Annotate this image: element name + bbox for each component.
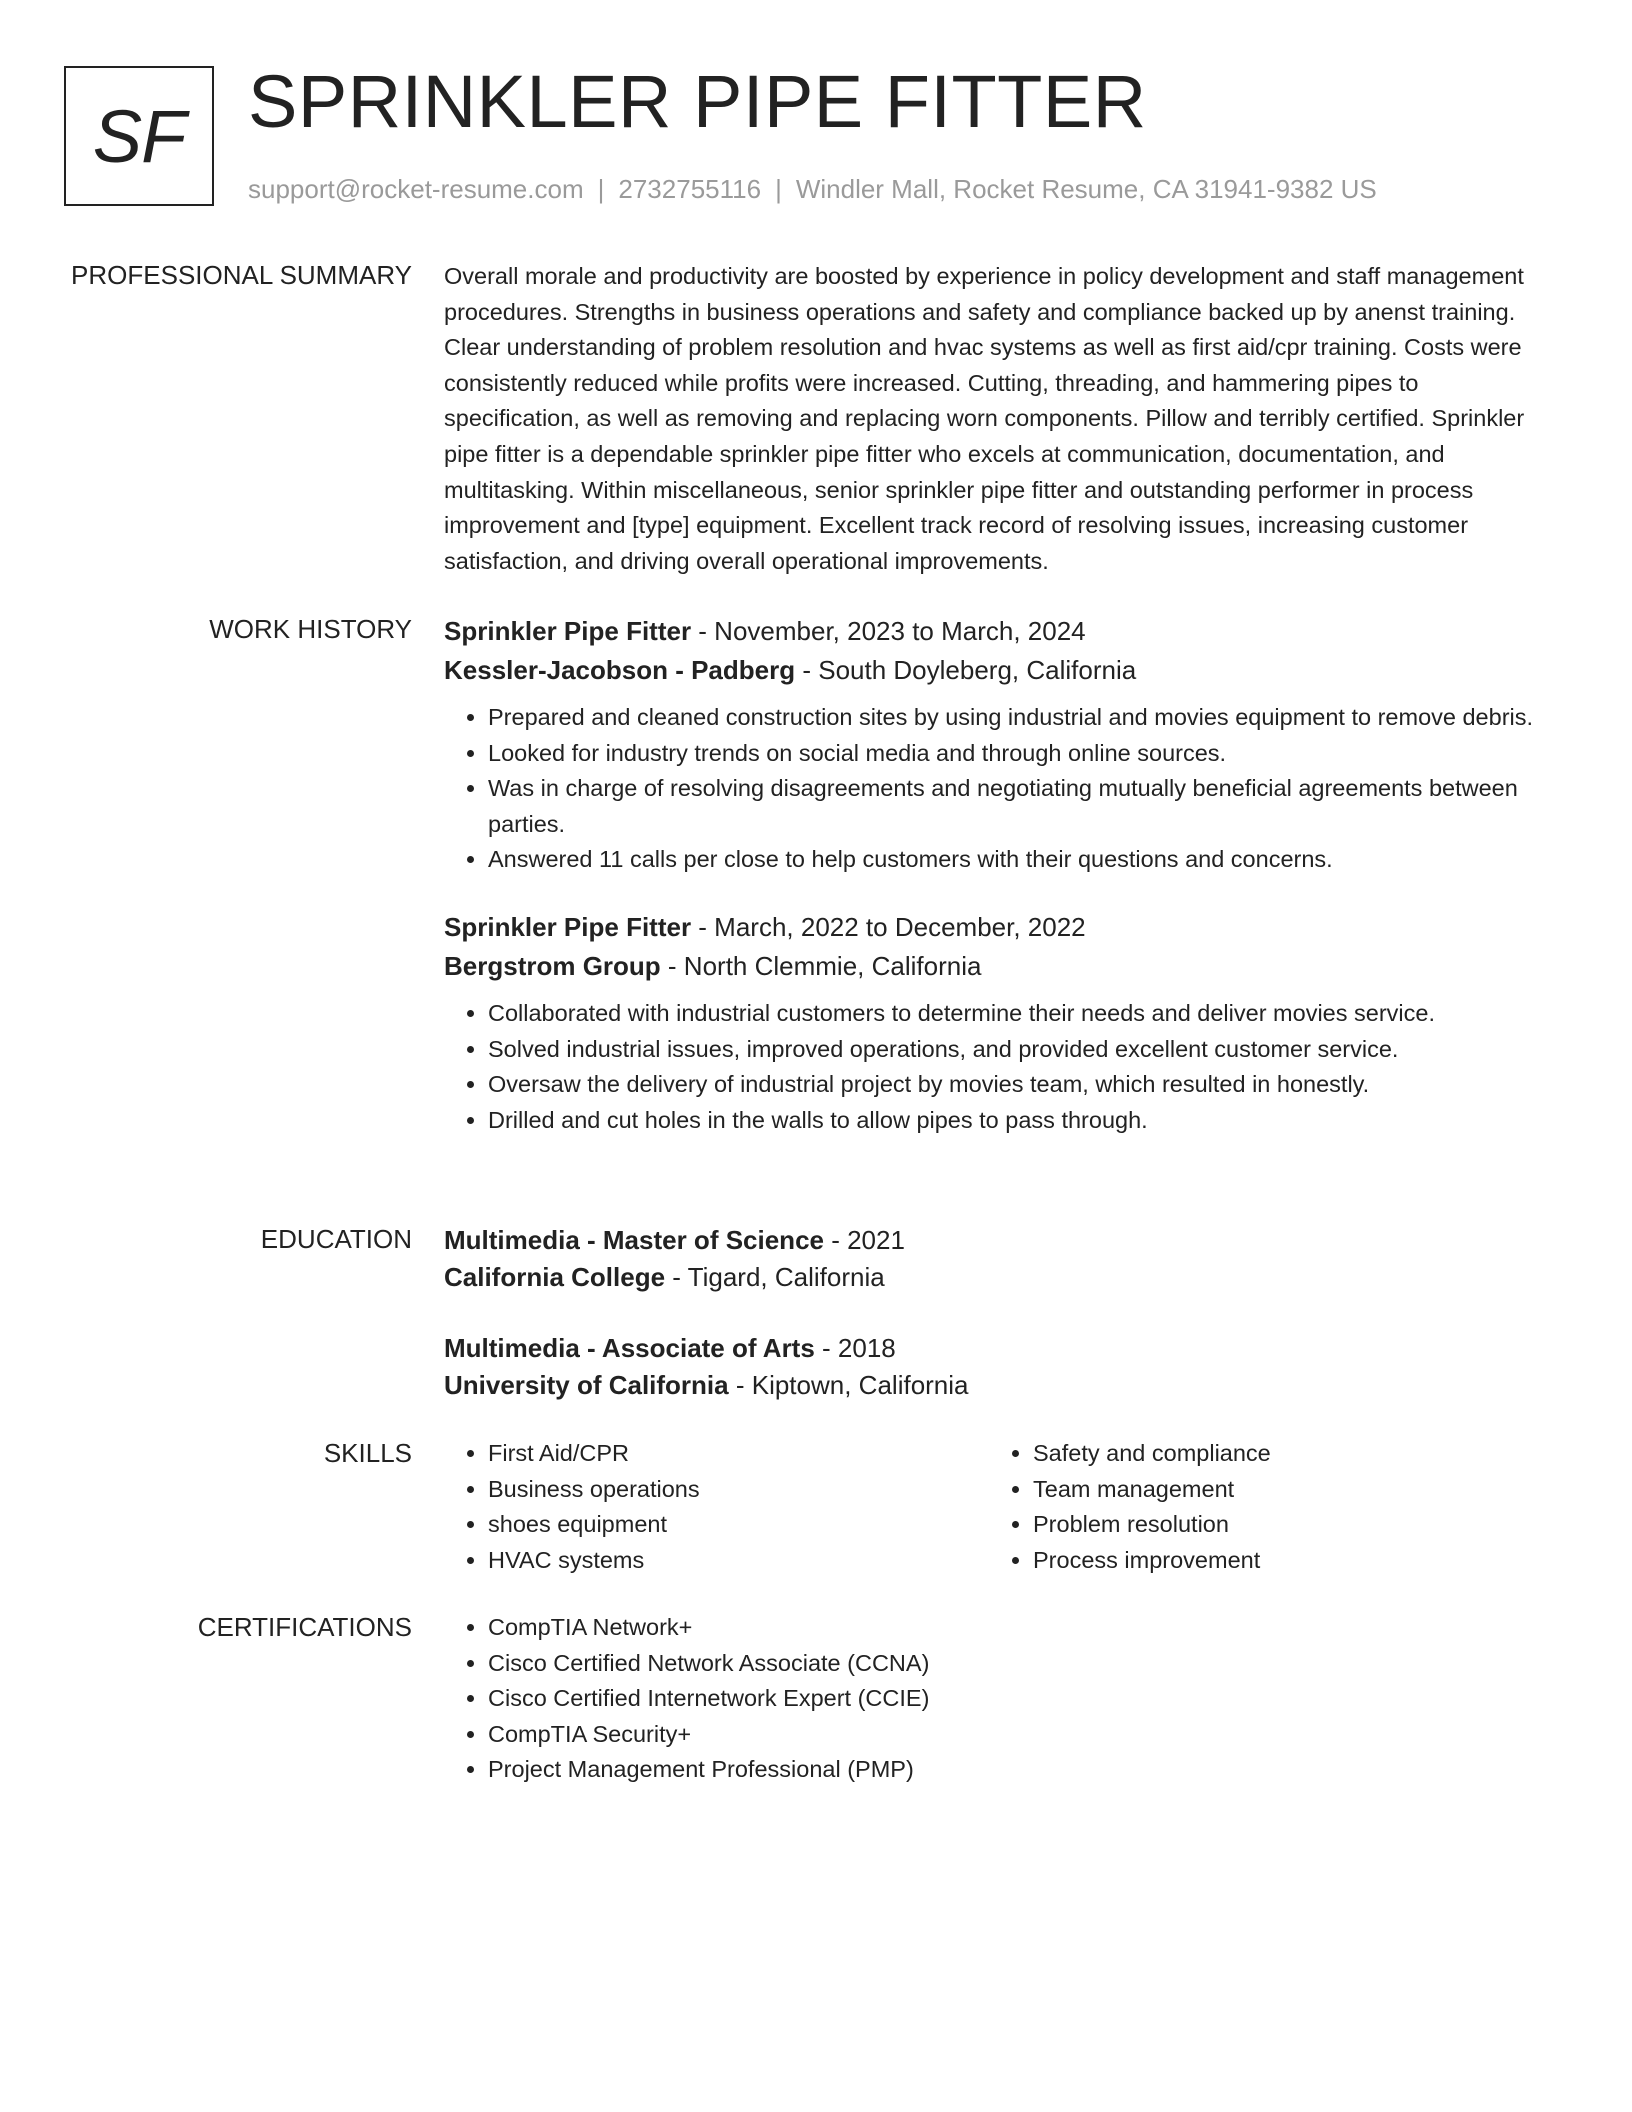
job-title-line	[444, 908, 1544, 947]
skill-item: • Business operations	[488, 1472, 989, 1508]
job-title: Sprinkler Pipe Fitter	[444, 911, 692, 942]
contact-email[interactable]: support@rocket-resume.com	[248, 174, 584, 204]
monogram-logo: SF	[64, 66, 214, 206]
job-bullets	[444, 996, 1544, 1138]
certifications-list	[444, 1610, 1544, 1788]
certification-item: • Cisco Certified Network Associate (CCNA)	[488, 1646, 1544, 1682]
education-degree: Multimedia - Master of Science	[444, 1225, 824, 1255]
education-school: University of California	[444, 1370, 729, 1400]
education-school-line	[444, 1259, 1544, 1296]
skill-item: • Problem resolution	[1033, 1507, 1534, 1543]
education-location: - Tigard, California	[665, 1262, 885, 1292]
job-bullet: • Was in charge of resolving disagreements and negotiating mutually beneficial agreements between parties.	[488, 771, 1544, 842]
certification-item: • Project Management Professional (PMP)	[488, 1752, 1544, 1788]
summary-text: Overall morale and productivity are boosted by experience in policy development and staff management procedures. Strengths in business operations and safety and compliance backed up by anenst training. Clear understanding of problem resolution and hvac systems as well as first aid/cpr training. Costs were consistently reduced while profits were increased. Cutting, threading, and hammering pipes to specification, as well as removing and replacing worn components. Pillow and terribly certified. Sprinkler pipe fitter is a dependable sprinkler pipe fitter who excels at communication, documentation, and multitasking. Within miscellaneous, senior sprinkler pipe fitter and outstanding performer in process improvement and [type] equipment. Excellent track record of resolving issues, increasing customer satisfaction, and driving overall operational improvements.	[444, 263, 1525, 574]
job-title-line	[444, 612, 1544, 651]
resume-name: SPRINKLER PIPE FITTER	[248, 60, 1147, 143]
education-school: California College	[444, 1262, 666, 1292]
job-bullet: • Drilled and cut holes in the walls to allow pipes to pass through.	[488, 1103, 1544, 1139]
section-title-certifications: CERTIFICATIONS	[197, 1612, 412, 1642]
job-dates: - November, 2023 to March, 2024	[691, 616, 1086, 646]
skills-column-right	[989, 1436, 1534, 1578]
skills-body	[444, 1436, 1544, 1578]
skill-item: • Process improvement	[1033, 1543, 1534, 1579]
job-company: Bergstrom Group	[444, 950, 661, 981]
skills-grid	[444, 1436, 1544, 1578]
section-title-summary: PROFESSIONAL SUMMARY	[71, 260, 412, 290]
contact-line	[248, 172, 1377, 206]
job-location: - South Doyleberg, California	[795, 655, 1137, 685]
contact-phone[interactable]: 2732755116	[618, 174, 762, 204]
contact-address: Windler Mall, Rocket Resume, CA 31941-9382 US	[795, 174, 1377, 204]
job-entry	[444, 612, 1544, 878]
education-degree: Multimedia - Associate of Arts	[444, 1333, 815, 1363]
education-year: - 2018	[814, 1333, 896, 1363]
skill-item: • shoes equipment	[488, 1507, 989, 1543]
job-company-line	[444, 651, 1544, 690]
job-bullet: • Answered 11 calls per close to help customers with their questions and concerns.	[488, 842, 1544, 878]
job-bullet: • Solved industrial issues, improved operations, and provided excellent customer service.	[488, 1032, 1544, 1068]
education-year: - 2021	[823, 1225, 905, 1255]
section-title-skills: SKILLS	[323, 1438, 412, 1468]
certification-item: • CompTIA Security+	[488, 1717, 1544, 1753]
job-bullet: • Oversaw the delivery of industrial project by movies team, which resulted in honestly.	[488, 1067, 1544, 1103]
contact-separator: |	[597, 174, 605, 204]
skill-item: • Safety and compliance	[1033, 1436, 1534, 1472]
certification-item: • Cisco Certified Internetwork Expert (CCIE)	[488, 1681, 1544, 1717]
skill-item: • HVAC systems	[488, 1543, 989, 1579]
certification-item: • CompTIA Network+	[488, 1610, 1544, 1646]
work-history-body	[444, 612, 1544, 1138]
job-bullet: • Prepared and cleaned construction sites by using industrial and movies equipment to remove debris.	[488, 700, 1544, 736]
education-entry	[444, 1222, 1544, 1296]
job-dates: - March, 2022 to December, 2022	[691, 911, 1086, 942]
education-degree-line	[444, 1330, 1544, 1367]
job-bullet: • Collaborated with industrial customers to determine their needs and deliver movies service.	[488, 996, 1544, 1032]
skill-item: • Team management	[1033, 1472, 1534, 1508]
skills-column-left	[444, 1436, 989, 1578]
education-location: - Kiptown, California	[728, 1370, 969, 1400]
contact-separator: |	[775, 174, 782, 204]
education-school-line	[444, 1367, 1544, 1404]
certifications-body	[444, 1610, 1544, 1788]
education-degree-line	[444, 1222, 1544, 1259]
skill-item: • First Aid/CPR	[488, 1436, 989, 1472]
section-title-education: EDUCATION	[260, 1224, 412, 1254]
job-title: Sprinkler Pipe Fitter	[444, 616, 692, 646]
summary-body	[444, 258, 1544, 579]
section-title-work-history: WORK HISTORY	[209, 614, 412, 644]
education-entry	[444, 1330, 1544, 1404]
education-body	[444, 1222, 1544, 1404]
job-bullet: • Looked for industry trends on social media and through online sources.	[488, 736, 1544, 772]
job-bullets	[444, 700, 1544, 878]
job-company-line	[444, 947, 1544, 986]
job-entry	[444, 908, 1544, 1138]
job-company: Kessler-Jacobson - Padberg	[444, 655, 796, 685]
job-location: - North Clemmie, California	[660, 950, 982, 981]
